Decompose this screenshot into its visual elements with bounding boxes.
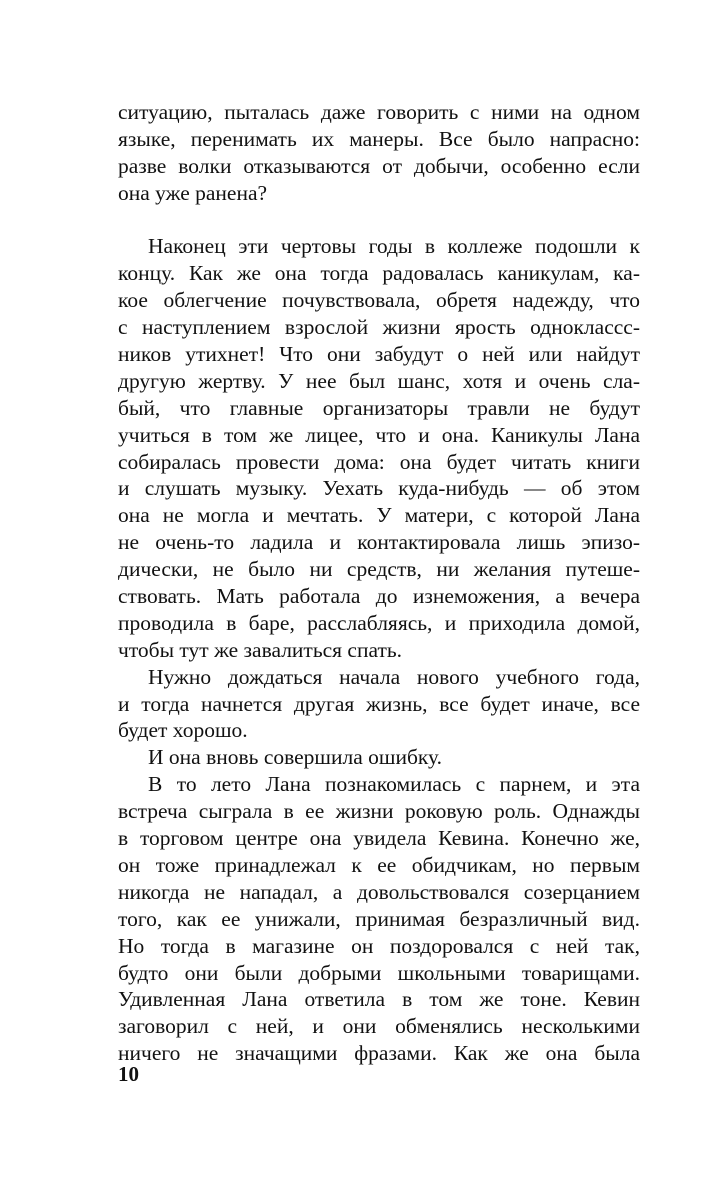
text-line: с наступлением взрослой жизни ярость одноклассс- (118, 315, 640, 340)
paragraph (118, 233, 640, 663)
text-line: Нужно дождаться начала нового учебного года, (148, 664, 640, 689)
paragraph-gap (118, 207, 640, 234)
paragraph (118, 744, 640, 771)
text-line: того, как ее унижали, принимая безразличный вид. (118, 906, 640, 931)
text-line: Удивленная Лана ответила в том же тоне. Кевин (118, 987, 640, 1012)
text-line: кое облегчение почувствовала, обретя надежду, что (118, 288, 640, 313)
text-line: бый, что главные организаторы травли не будут (118, 395, 640, 420)
text-line: проводила в баре, расслабляясь, и приходила домой, (118, 610, 640, 635)
text-line: будто они были добрыми школьными товарищами. (118, 960, 640, 985)
text-line: заговорил с ней, и они обменялись несколькими (118, 1014, 640, 1039)
text-line: чтобы тут же завалиться спать. (118, 637, 403, 662)
paragraph (118, 771, 640, 1067)
text-line: другую жертву. У нее был шанс, хотя и очень сла- (118, 368, 640, 393)
text-line: В то лето Лана познакомилась с парнем, и эта (148, 772, 640, 797)
text-line: ситуацию, пыталась даже говорить с ними на одном (118, 100, 640, 124)
text-line: и тогда начнется другая жизнь, все будет иначе, все (118, 691, 640, 716)
text-line: она не могла и мечтать. У матери, с которой Лана (118, 503, 640, 528)
text-line: она уже ранена? (118, 180, 268, 205)
text-line: в торговом центре она увидела Кевина. Конечно же, (118, 826, 640, 851)
text-line: языке, перенимать их манеры. Все было напрасно: (118, 126, 640, 151)
paragraph (118, 99, 640, 207)
text-line: будет хорошо. (118, 718, 248, 743)
text-line: ствовать. Мать работала до изнеможения, а вечера (118, 584, 640, 609)
text-line: он тоже принадлежал к ее обидчикам, но первым (118, 852, 640, 877)
text-line: разве волки отказываются от добычи, особенно если (118, 153, 640, 178)
page-number: 10 (118, 1062, 139, 1086)
text-line: Но тогда в магазине он поздоровался с ней так, (118, 933, 640, 958)
text-line: собиралась провести дома: она будет читать книги (118, 449, 640, 474)
text-line: ников утихнет! Что они забудут о ней или найдут (118, 342, 640, 367)
body-text (118, 99, 640, 1067)
text-line: Наконец эти чертовы годы в коллеже подошли к (148, 234, 640, 259)
paragraph (118, 664, 640, 745)
text-line: концу. Как же она тогда радовалась каникулам, ка- (118, 261, 640, 286)
text-line: дически, не было ни средств, ни желания путеше- (118, 557, 640, 582)
text-line: ничего не значащими фразами. Как же она была (118, 1041, 640, 1066)
text-line: и слушать музыку. Уехать куда-нибудь — об этом (118, 476, 640, 501)
text-line: встреча сыграла в ее жизни роковую роль. Однажды (118, 799, 640, 824)
text-line: учиться в том же лицее, что и она. Каникулы Лана (118, 422, 640, 447)
text-line: И она вновь совершила ошибку. (148, 745, 442, 770)
text-line: никогда не нападал, а довольствовался созерцанием (118, 879, 640, 904)
text-line: не очень-то ладила и контактировала лишь эпизо- (118, 530, 640, 555)
